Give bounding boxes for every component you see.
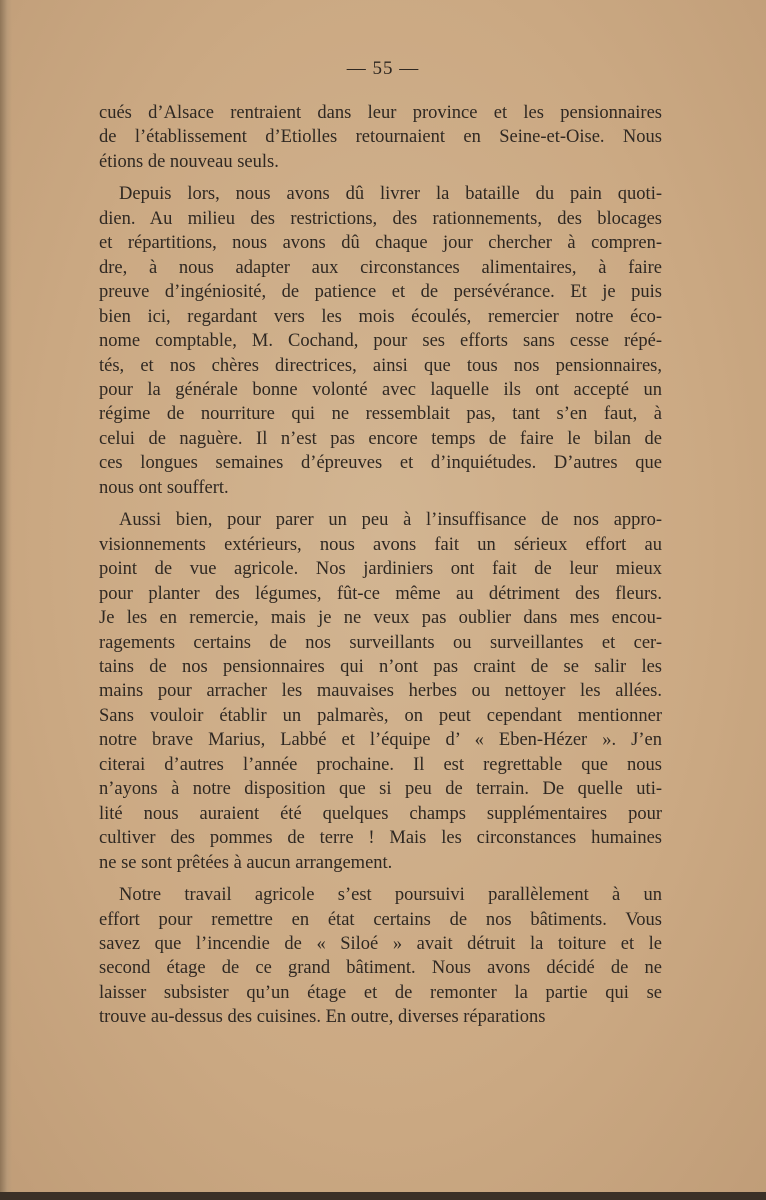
text-line: preuve d’ingéniosité, de patience et de persévérance. Et je puis [99, 282, 662, 303]
paragraph [99, 508, 662, 875]
text-line: étions de nouveau seuls. [99, 151, 279, 172]
text-line: cultiver des pommes de terre ! Mais les circonstances humaines [99, 828, 662, 849]
text-line: tés, et nos chères directrices, ainsi que tous nos pensionnaires, [99, 355, 662, 376]
text-line: notre brave Marius, Labbé et l’équipe d’ « Eben-Hézer ». J’en [99, 730, 662, 751]
page-spine-shadow [0, 0, 12, 1200]
text-line: n’ayons à notre disposition que si peu de terrain. De quelle uti- [99, 779, 662, 800]
text-line: citerai d’autres l’année prochaine. Il est regrettable que nous [99, 754, 662, 775]
text-line: bien ici, regardant vers les mois écoulés, remercier notre éco- [99, 306, 662, 327]
text-line: effort pour remettre en état certains de nos bâtiments. Vous [99, 909, 662, 930]
text-line: cués d’Alsace rentraient dans leur province et les pensionnaires [99, 103, 662, 123]
text-line: pour planter des légumes, fût-ce même au détriment des fleurs. [99, 583, 662, 604]
text-line: Aussi bien, pour parer un peu à l’insuffisance de nos appro- [119, 510, 662, 531]
text-line: de l’établissement d’Etiolles retournaient en Seine-et-Oise. Nous [99, 127, 662, 148]
text-line: trouve au-dessus des cuisines. En outre, diverses réparations [99, 1007, 546, 1028]
text-line: lité nous auraient été quelques champs supplémentaires pour [99, 803, 662, 824]
paragraph [99, 883, 662, 1030]
text-line: Notre travail agricole s’est poursuivi parallèlement à un [119, 885, 662, 906]
text-line: mains pour arracher les mauvaises herbes ou nettoyer les allées. [99, 681, 662, 702]
text-line: visionnements extérieurs, nous avons fait un sérieux effort au [99, 534, 662, 555]
text-line: ragements certains de nos surveillants ou surveillantes et cer- [99, 632, 662, 653]
text-line: dien. Au milieu des restrictions, des rationnements, des blocages [99, 208, 662, 229]
text-line: nome comptable, M. Cochand, pour ses efforts sans cesse répé- [99, 331, 662, 352]
text-line: savez que l’incendie de « Siloé » avait détruit la toiture et le [99, 933, 662, 954]
body-text [99, 101, 662, 1030]
page-bottom-edge [0, 1192, 766, 1200]
text-line: Sans vouloir établir un palmarès, on peut cependant mentionner [99, 705, 662, 726]
text-line: laisser subsister qu’un étage et de remonter la partie qui se [99, 982, 662, 1003]
text-line: second étage de ce grand bâtiment. Nous avons décidé de ne [99, 958, 662, 979]
text-line: pour la générale bonne volonté avec laquelle ils ont accepté un [99, 379, 662, 400]
text-line: tains de nos pensionnaires qui n’ont pas craint de se salir les [99, 656, 662, 677]
text-line: ne se sont prêtées à aucun arrangement. [99, 852, 393, 873]
paragraph [99, 182, 662, 500]
page-number: — 55 — [346, 58, 420, 79]
text-line: et répartitions, nous avons dû chaque jour chercher à compren- [99, 233, 662, 254]
paragraph [99, 101, 662, 174]
text-line: ces longues semaines d’épreuves et d’inquiétudes. D’autres que [99, 453, 662, 474]
text-line: celui de naguère. Il n’est pas encore temps de faire le bilan de [99, 428, 662, 449]
text-line: Depuis lors, nous avons dû livrer la bataille du pain quoti- [119, 184, 662, 205]
text-line: Je les en remercie, mais je ne veux pas oublier dans mes encou- [99, 608, 662, 629]
text-line: régime de nourriture qui ne ressemblait pas, tant s’en faut, à [99, 404, 662, 425]
text-line: nous ont souffert. [99, 477, 229, 498]
text-line: dre, à nous adapter aux circonstances alimentaires, à faire [99, 257, 662, 278]
text-line: point de vue agricole. Nos jardiniers ont fait de leur mieux [99, 559, 662, 580]
